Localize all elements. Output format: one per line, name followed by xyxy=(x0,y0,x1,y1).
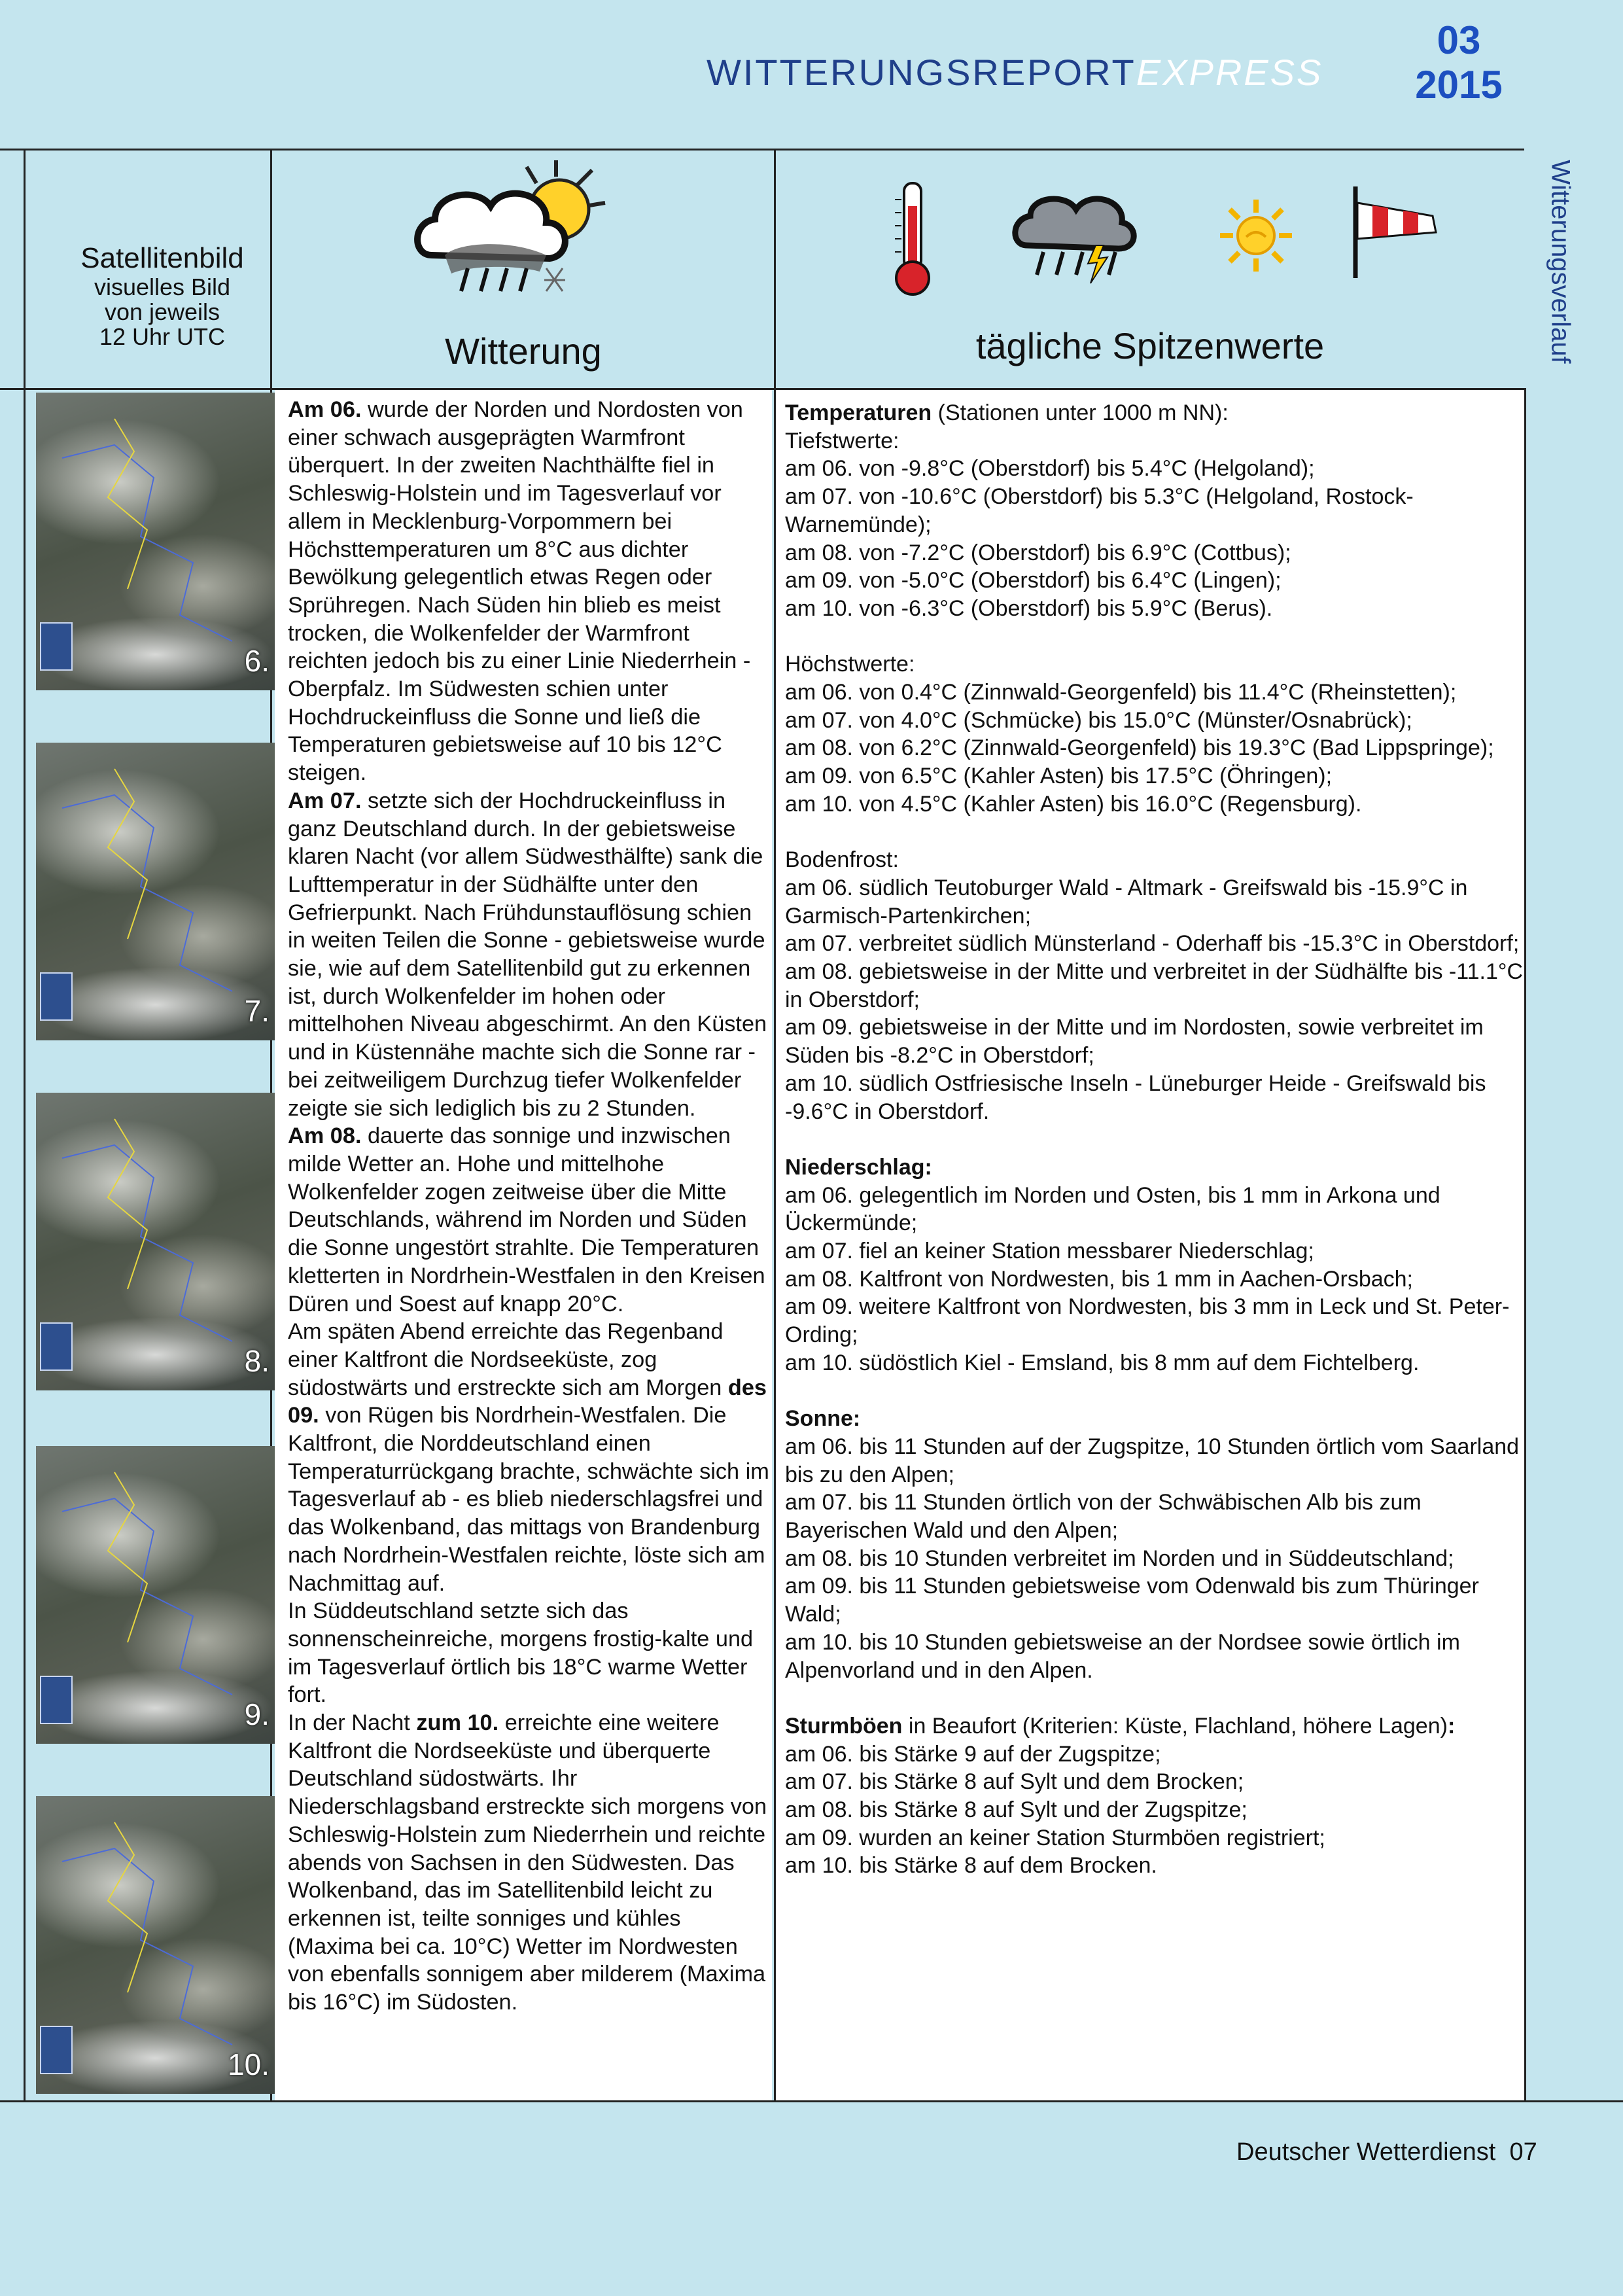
bottom-divider xyxy=(0,2100,1623,2102)
satellite-image-day6 xyxy=(36,393,275,690)
col-line-2 xyxy=(774,149,776,2102)
witterungsverlauf-text: Witterungsverlauf xyxy=(1546,160,1575,364)
list-item: am 10. bis 10 Stunden gebietsweise an der Nordsee sowie örtlich im Alpenvorland und in den Alpen. xyxy=(785,1629,1460,1683)
thermometer-icon xyxy=(890,180,935,298)
col-line-left-top xyxy=(24,149,26,389)
niederschlag-heading: Niederschlag: xyxy=(785,1154,932,1180)
dwd-logo-icon xyxy=(40,1676,73,1724)
windsock-icon xyxy=(1348,183,1446,281)
temperature-heading: Temperaturen xyxy=(785,400,932,425)
list-item: am 08. bis Stärke 8 auf Sylt und der Zugspitze; xyxy=(785,1797,1248,1823)
tiefstwerte-label: Tiefstwerte: xyxy=(785,428,899,453)
list-item: am 10. von 4.5°C (Kahler Asten) bis 16.0°C (Regensburg). xyxy=(785,791,1362,817)
paragraph-text: In Süddeutschland setzte sich das sonnenscheinreiche, morgens frostig-kalte und im Tagesverlauf örtlich bis 18°C warme Wetter fort. xyxy=(288,1598,754,1708)
list-item: am 06. von 0.4°C (Zinnwald-Georgenfeld) bis 11.4°C (Rheinstetten); xyxy=(785,680,1457,705)
report-title-express: EXPRESS xyxy=(1136,52,1323,93)
spacer xyxy=(785,1125,1524,1154)
satellite-title: Satellitenbild xyxy=(80,242,244,274)
paragraph-text: erreichte eine weitere Kaltfront die Nordseeküste und überquerte Deutschland südostwärts. Ihr Niederschlagsband erstreckte sich morgens von Schleswig-Holstein zum Niederrhein und reichte abends von Sachsen in den Südwesten. Das Wolkenband, das im Satellitenbild leicht zu erkennen ist, teilte sonniges und kühles (Maxima bei ca. 10°C) Wetter im Nordwesten von ebenfalls sonnigem aber milderem (Maxima bis 16°C) im Südosten. xyxy=(288,1710,767,2015)
satellite-sub3: 12 Uhr UTC xyxy=(99,323,226,350)
issue-year: 2015 xyxy=(1415,63,1503,107)
dwd-logo-icon xyxy=(40,2026,73,2074)
section-heading xyxy=(785,1405,1524,1433)
paragraph-text: setzte sich der Hochdruckeinfluss in ganz Deutschland durch. In der gebietsweise klaren Nacht (vor allem Südwesthälfte) sank die Lufttemperatur in der Südhälfte unter den Gefrierpunkt. Nach Frühdunstauflösung schien in weiten Teilen die Sonne - gebietsweise wurde sie, wie auf dem Satellitenbild gut zu erkennen ist, durch Wolkenfelder im hohen oder mittelhohen Niveau abgeschirmt. An den Küsten und in Küstennähe machte sich die Sonne rar - bei zeitweiligem Durchzug tiefer Wolkenfelder zeigte sie sich lediglich bis zu 2 Stunden. xyxy=(288,788,767,1121)
list-item: am 10. von -6.3°C (Oberstdorf) bis 5.9°C (Berus). xyxy=(785,595,1273,621)
col-line-left xyxy=(24,390,26,2102)
witterung-text xyxy=(288,396,772,2017)
sturmboeen-heading-colon: : xyxy=(1447,1713,1456,1739)
list-item: am 08. von 6.2°C (Zinnwald-Georgenfeld) bis 19.3°C (Bad Lippspringe); xyxy=(785,735,1494,761)
satellite-sub2: von jeweils xyxy=(104,298,220,325)
spacer xyxy=(785,623,1524,651)
list-item: am 09. wurden an keiner Station Sturmböen registriert; xyxy=(785,1825,1325,1850)
list-item: am 06. südlich Teutoburger Wald - Altmark - Greifswald bis -15.9°C in Garmisch-Partenkirchen; xyxy=(785,875,1468,928)
witterung-paragraph xyxy=(288,1122,772,1318)
list-item: am 06. bis 11 Stunden auf der Zugspitze, 10 Stunden örtlich vom Saarland bis zu den Alpen; xyxy=(785,1434,1520,1487)
sturmboeen-heading-note: in Beaufort (Kriterien: Küste, Flachland, höhere Lagen) xyxy=(902,1713,1448,1739)
thunderstorm-icon xyxy=(1011,186,1142,285)
spacer xyxy=(785,1377,1524,1405)
list-item: am 06. von -9.8°C (Oberstdorf) bis 5.4°C (Helgoland); xyxy=(785,456,1315,482)
list-item: am 08. von -7.2°C (Oberstdorf) bis 6.9°C (Cottbus); xyxy=(785,540,1291,565)
list-item: am 08. Kaltfront von Nordwesten, bis 1 mm in Aachen-Orsbach; xyxy=(785,1266,1414,1292)
spacer xyxy=(785,1684,1524,1712)
satellite-image-day8 xyxy=(36,1093,275,1390)
dwd-logo-icon xyxy=(40,622,73,671)
section-heading xyxy=(785,1154,1524,1182)
witterung-paragraph xyxy=(288,1597,772,1709)
header-row-divider xyxy=(0,388,1526,390)
issue-number xyxy=(1400,18,1518,107)
list-item: am 07. von 4.0°C (Schmücke) bis 15.0°C (Münster/Osnabrück); xyxy=(785,707,1412,733)
list-item: am 07. bis 11 Stunden örtlich von der Schwäbischen Alb bis zum Bayerischen Wald und den Alpen; xyxy=(785,1490,1422,1544)
witterungsverlauf-label xyxy=(1511,150,1609,373)
witterung-paragraph xyxy=(288,1709,772,2017)
spitzenwerte-text xyxy=(785,399,1524,1880)
date-lead: Am 07. xyxy=(288,788,362,813)
dwd-logo-icon xyxy=(40,972,73,1021)
satellite-image-day9 xyxy=(36,1446,275,1744)
date-lead: des 09. xyxy=(288,1375,767,1428)
list-item: am 10. südöstlich Kiel - Emsland, bis 8 mm auf dem Fichtelberg. xyxy=(785,1350,1420,1375)
date-lead: Am 06. xyxy=(288,397,362,422)
date-lead: Am 08. xyxy=(288,1123,362,1149)
list-item: am 09. gebietsweise in der Mitte und im Nordosten, sowie verbreitet im Süden bis -8.2°C in Oberstdorf; xyxy=(785,1015,1484,1069)
sonne-heading: Sonne: xyxy=(785,1406,861,1432)
date-lead: zum 10. xyxy=(416,1710,499,1736)
list-item: am 07. von -10.6°C (Oberstdorf) bis 5.3°C (Helgoland, Rostock-Warnemünde); xyxy=(785,484,1414,537)
list-item: am 09. bis 11 Stunden gebietsweise vom Odenwald bis zum Thüringer Wald; xyxy=(785,1574,1479,1627)
weather-cloud-sun-icon xyxy=(406,157,621,308)
witterung-paragraph xyxy=(288,1318,772,1597)
list-item: am 07. verbreitet südlich Münsterland - Oderhaff bis -15.3°C in Oberstdorf; xyxy=(785,931,1520,957)
satellite-day-label: 6. xyxy=(244,644,270,678)
list-item: am 09. weitere Kaltfront von Nordwesten, bis 3 mm in Leck und St. Peter-Ording; xyxy=(785,1294,1510,1348)
paragraph-text: dauerte das sonnige und inzwischen milde Wetter an. Hohe und mittelhohe Wolkenfelder zogen zeitweise über die Mitte Deutschlands, während im Norden und Süden die Sonne ungestört strahlte. Die Temperaturen kletterten in Nordrhein-Westfalen in den Kreisen Düren und Soest auf knapp 20°C. xyxy=(288,1123,765,1316)
satellite-image-day7 xyxy=(36,743,275,1040)
issue-month: 03 xyxy=(1437,18,1481,62)
bodenfrost-label: Bodenfrost: xyxy=(785,847,899,873)
paragraph-text: In der Nacht xyxy=(288,1710,417,1736)
list-item: am 10. südlich Ostfriesische Inseln - Lüneburger Heide - Greifswald bis -9.6°C in Oberstdorf. xyxy=(785,1070,1486,1124)
publisher-name: Deutscher Wetterdienst xyxy=(1236,2138,1496,2166)
dwd-logo-icon xyxy=(40,1322,73,1371)
spacer xyxy=(785,819,1524,847)
paragraph-text: von Rügen bis Nordrhein-Westfalen. Die Kaltfront, die Norddeutschland einen Temperaturrückgang brachte, schwächte sich im Tagesverlauf ab - es blieb niederschlagsfrei und das Wolkenband, das mittags von Brandenburg nach Nordrhein-Westfalen reichte, löste sich am Nachmittag auf. xyxy=(288,1403,769,1596)
report-title-main: WITTERUNGSREPORT xyxy=(707,52,1136,93)
page-number: 07 xyxy=(1509,2138,1537,2166)
satellite-header xyxy=(77,242,247,349)
list-item: am 10. bis Stärke 8 auf dem Brocken. xyxy=(785,1853,1157,1879)
list-item: am 07. fiel an keiner Station messbarer Niederschlag; xyxy=(785,1239,1314,1264)
list-item: am 06. gelegentlich im Norden und Osten, bis 1 mm in Arkona und Ückermünde; xyxy=(785,1182,1440,1236)
list-item: am 08. gebietsweise in der Mitte und verbreitet in der Südhälfte bis -11.1°C in Oberstdorf; xyxy=(785,959,1524,1012)
paragraph-text: wurde der Norden und Nordosten von einer schwach ausgeprägten Warmfront überquert. In der zweiten Nachthälfte fiel in Schleswig-Holstein und im Tagesverlauf vor allem in Mecklenburg-Vorpommern bei Höchsttemperaturen um 8°C aus dichter Bewölkung gelegentlich etwas Regen oder Sprühregen. Nach Süden hin blieb es meist trocken, die Wolkenfelder der Warmfront reichten jedoch bis zu einer Linie Niederrhein - Oberpfalz. Im Südwesten schien unter Hochdruckeinfluss die Sonne und ließ die Temperaturen gebietsweise auf 10 bis 12°C steigen. xyxy=(288,397,751,786)
satellite-day-label: 10. xyxy=(228,2047,270,2081)
section-heading xyxy=(785,1712,1524,1740)
report-title xyxy=(707,51,1323,94)
witterung-paragraph xyxy=(288,396,772,787)
satellite-day-label: 9. xyxy=(244,1697,270,1731)
hoechstwerte-label: Höchstwerte: xyxy=(785,652,915,677)
temperature-heading-note: (Stationen unter 1000 m NN): xyxy=(932,400,1229,425)
sturmboeen-heading: Sturmböen xyxy=(785,1713,903,1739)
list-item: am 07. bis Stärke 8 auf Sylt und dem Brocken; xyxy=(785,1769,1244,1795)
sun-icon xyxy=(1217,196,1295,275)
list-item: am 09. von 6.5°C (Kahler Asten) bis 17.5°C (Öhringen); xyxy=(785,764,1333,789)
satellite-day-label: 7. xyxy=(244,994,270,1028)
spitzenwerte-title: tägliche Spitzenwerte xyxy=(975,325,1325,366)
header-divider xyxy=(0,149,1524,150)
satellite-image-day10 xyxy=(36,1796,275,2094)
list-item: am 06. bis Stärke 9 auf der Zugspitze; xyxy=(785,1741,1161,1767)
satellite-sub1: visuelles Bild xyxy=(94,274,231,300)
col-line-3 xyxy=(1524,390,1526,2102)
list-item: am 09. von -5.0°C (Oberstdorf) bis 6.4°C (Lingen); xyxy=(785,568,1282,593)
satellite-day-label: 8. xyxy=(244,1344,270,1378)
witterung-paragraph xyxy=(288,787,772,1122)
paragraph-text: Am späten Abend erreichte das Regenband einer Kaltfront die Nordseeküste, zog südostwärts und erstreckte sich am Morgen xyxy=(288,1319,728,1400)
witterung-title: Witterung xyxy=(445,330,602,372)
section-heading xyxy=(785,399,1524,427)
page-footer xyxy=(1236,2138,1537,2166)
list-item: am 08. bis 10 Stunden verbreitet im Norden und in Süddeutschland; xyxy=(785,1545,1454,1571)
